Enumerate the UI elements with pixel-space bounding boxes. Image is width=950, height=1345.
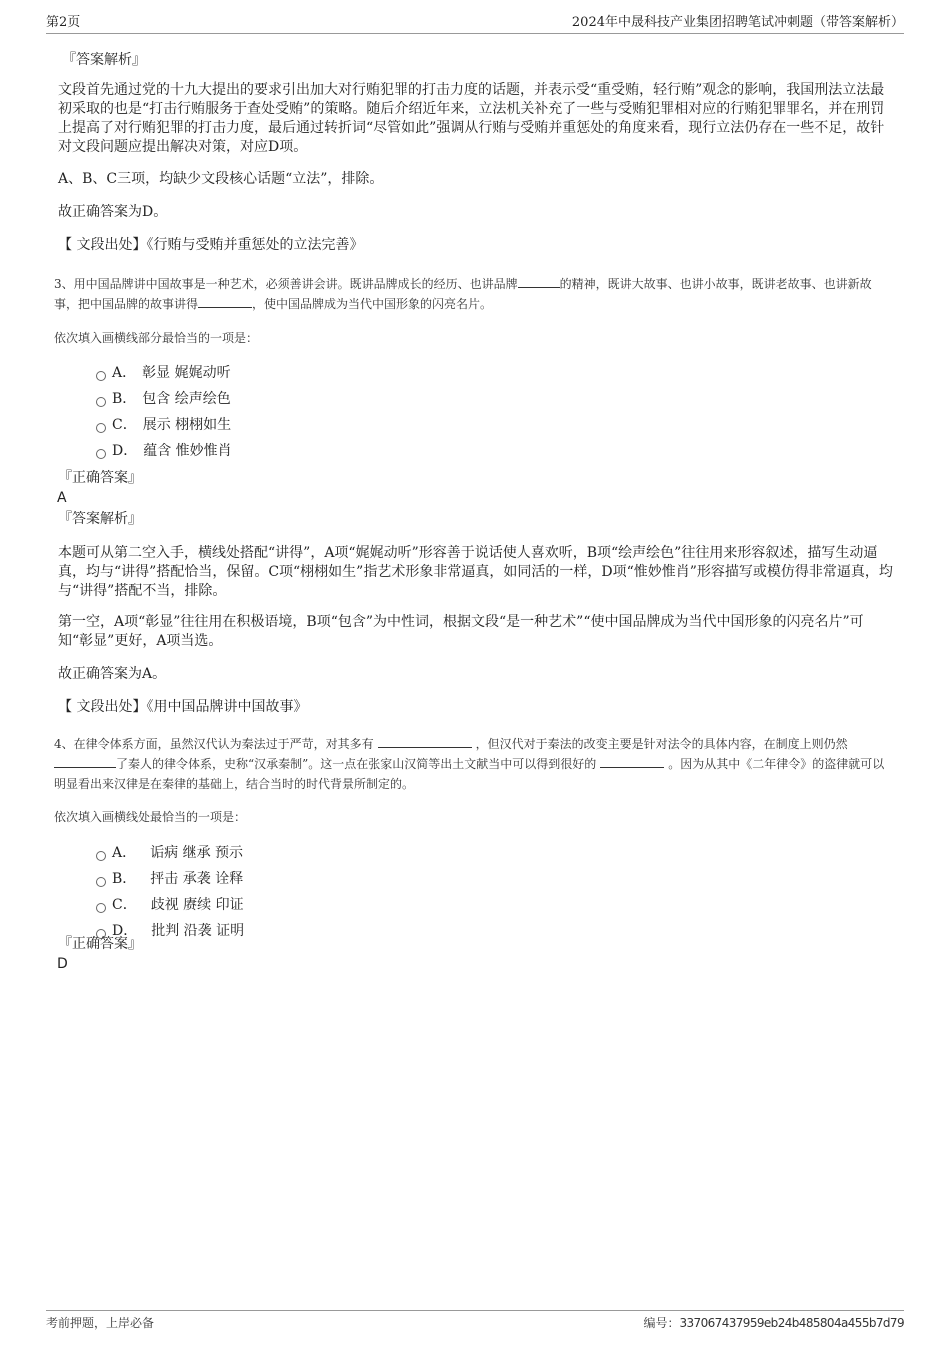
exclude-text-1: A、B、C三项，均缺少文段核心话题“立法”，排除。 — [58, 171, 384, 187]
answer-4: D — [57, 956, 68, 972]
source-1: 【 文段出处】《行贿与受贿并重惩处的立法完善》 — [58, 237, 364, 253]
radio-icon[interactable] — [96, 851, 106, 861]
page-footer — [46, 1310, 904, 1335]
blank-line — [518, 275, 560, 288]
analysis-label-1: 『答案解析』 — [62, 52, 146, 68]
q4-option-b[interactable]: B． 抨击 承袭 诠释 — [96, 869, 243, 889]
analysis-text-1: 文段首先通过党的十九大提出的要求引出加大对行贿犯罪的打击力度的话题，并表示受“重受贿，轻行贿”观念的影响，我国刑法立法最初采取的也是“打击行贿服务于查处受贿”的策略。随后介绍近年来，立法机关补充了一些与受贿犯罪相对应的行贿犯罪罪名，并在刑罚上提高了对行贿犯罪的打击力度，最后通过转折词“尽管如此”强调从行贿与受贿并重惩处的角度来看，现行立法仍存在一些不足，故针对文段问题应提出解决对策，对应D项。 — [58, 82, 885, 155]
footer-slogan: 考前押题，上岸必备 — [46, 1316, 155, 1330]
conclusion-1: 故正确答案为D。 — [58, 204, 168, 220]
document-title: 2024年中晟科技产业集团招聘笔试冲刺题（带答案解析） — [571, 15, 904, 30]
page-header — [46, 14, 904, 34]
analysis-label-3: 『答案解析』 — [58, 511, 142, 527]
q4-option-c[interactable]: C． 歧视 赓续 印证 — [96, 895, 244, 915]
radio-icon[interactable] — [96, 423, 106, 433]
question-4-text: 4、在律令体系方面，虽然汉代认为秦法过于严苛，对其多有 ，但汉代对于秦法的改变主要是针对法令的具体内容，在制度上则仍然了秦人的律令体系，史称“汉承秦制”。这一点在张家山汉简等出土文献当中可以得到很好的 。因为从其中《二年律令》的盗律就可以明显看出来汉律是在秦律的基础上，结合当时的时代背景所制定的。 — [54, 737, 885, 791]
q4-option-d[interactable]: D． 批判 沿袭 证明 — [96, 921, 244, 941]
blank-line — [198, 295, 252, 308]
radio-icon[interactable] — [96, 903, 106, 913]
q3-option-d[interactable]: D． 蕴含 惟妙惟肖 — [96, 441, 232, 461]
q3-option-c[interactable]: C． 展示 栩栩如生 — [96, 415, 231, 435]
analysis-3-paragraph-2: 第一空，A项“彰显”往往用在积极语境，B项“包含”为中性词，根据文段“是一种艺术”“使中国品牌成为当代中国形象的闪亮名片”可知“彰显”更好，A项当选。 — [58, 614, 864, 649]
q3-option-b[interactable]: B． 包含 绘声绘色 — [96, 389, 231, 409]
q4-option-a[interactable]: A． 诟病 继承 预示 — [96, 843, 243, 863]
document-id: 编号：337067437959eb24b485804a455b7d79 — [643, 1316, 904, 1330]
radio-icon[interactable] — [96, 397, 106, 407]
source-3: 【 文段出处】《用中国品牌讲中国故事》 — [58, 699, 308, 715]
blank-line — [378, 735, 472, 748]
conclusion-3: 故正确答案为A。 — [58, 666, 167, 682]
radio-icon[interactable] — [96, 371, 106, 381]
blank-line — [54, 755, 116, 768]
radio-icon[interactable] — [96, 877, 106, 887]
answer-3: A — [57, 490, 67, 506]
question-4-prompt: 依次填入画横线处最恰当的一项是： — [54, 810, 247, 824]
radio-icon[interactable] — [96, 449, 106, 459]
question-3-text: 3、用中国品牌讲中国故事是一种艺术，必须善讲会讲。既讲品牌成长的经历、也讲品牌 的精神，既讲大故事、也讲小故事，既讲老故事、也讲新故事，把中国品牌的故事讲得 ，使中国品牌成为当代中国形象的闪亮名片。 — [54, 277, 872, 311]
answer-label-4: 『正确答案』 — [58, 936, 142, 952]
q3-option-a[interactable]: A． 彰显 娓娓动听 — [96, 363, 231, 383]
question-3-prompt: 依次填入画横线部分最恰当的一项是： — [54, 331, 259, 345]
page-number: 第2页 — [46, 15, 81, 30]
answer-label-3: 『正确答案』 — [58, 470, 142, 486]
blank-line — [600, 755, 664, 768]
analysis-3-paragraph-1: 本题可从第二空入手，横线处搭配“讲得”，A项“娓娓动听”形容善于说话使人喜欢听，B项“绘声绘色”往往用来形容叙述，描写生动逼真，均与“讲得”搭配恰当，保留。C项“栩栩如生”指艺术形象非常逼真，如同活的一样，D项“惟妙惟肖”形容描写或模仿得非常逼真，均与“讲得”搭配不当，排除。 — [58, 545, 893, 599]
